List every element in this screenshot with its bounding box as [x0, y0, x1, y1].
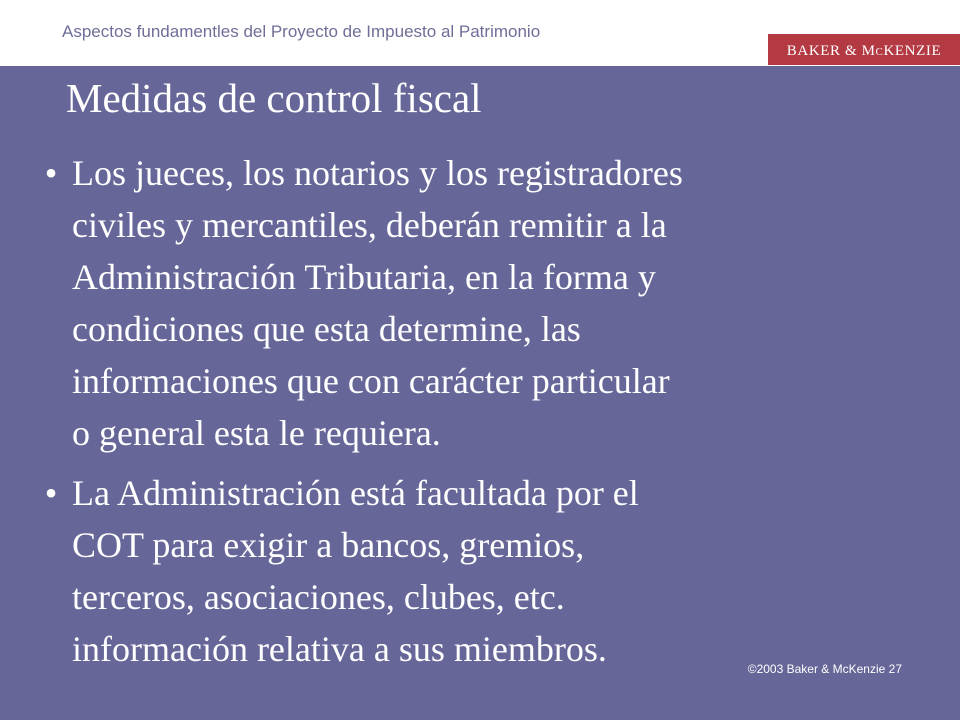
slide-title: Medidas de control fiscal [66, 75, 482, 121]
bullet-text: La Administración está facultada por el COT para exigir a bancos, gremios, terceros, asociaciones, clubes, etc. información relativa a sus miembros. [72, 473, 639, 669]
bullet-item [30, 467, 910, 675]
bullet-item [30, 147, 910, 459]
footer-copyright: ©2003 Baker & McKenzie 27 [747, 662, 902, 676]
bullet-list [30, 147, 910, 683]
svg-text:BAKER & McKENZIE: BAKER & McKENZIE [786, 42, 942, 59]
bullet-text: Los jueces, los notarios y los registradores civiles y mercantiles, deberán remitir a la Administración Tributaria, en la forma y condiciones que esta determine, las informaciones que con carácter particular o general esta le requiera. [72, 153, 683, 453]
company-logo-wordmark [769, 36, 959, 64]
presentation-subtitle: Aspectos fundamentles del Proyecto de Impuesto al Patrimonio [62, 22, 541, 41]
bullet-icon: • [44, 153, 58, 193]
company-logo [768, 34, 960, 65]
bullet-icon: • [44, 473, 58, 513]
